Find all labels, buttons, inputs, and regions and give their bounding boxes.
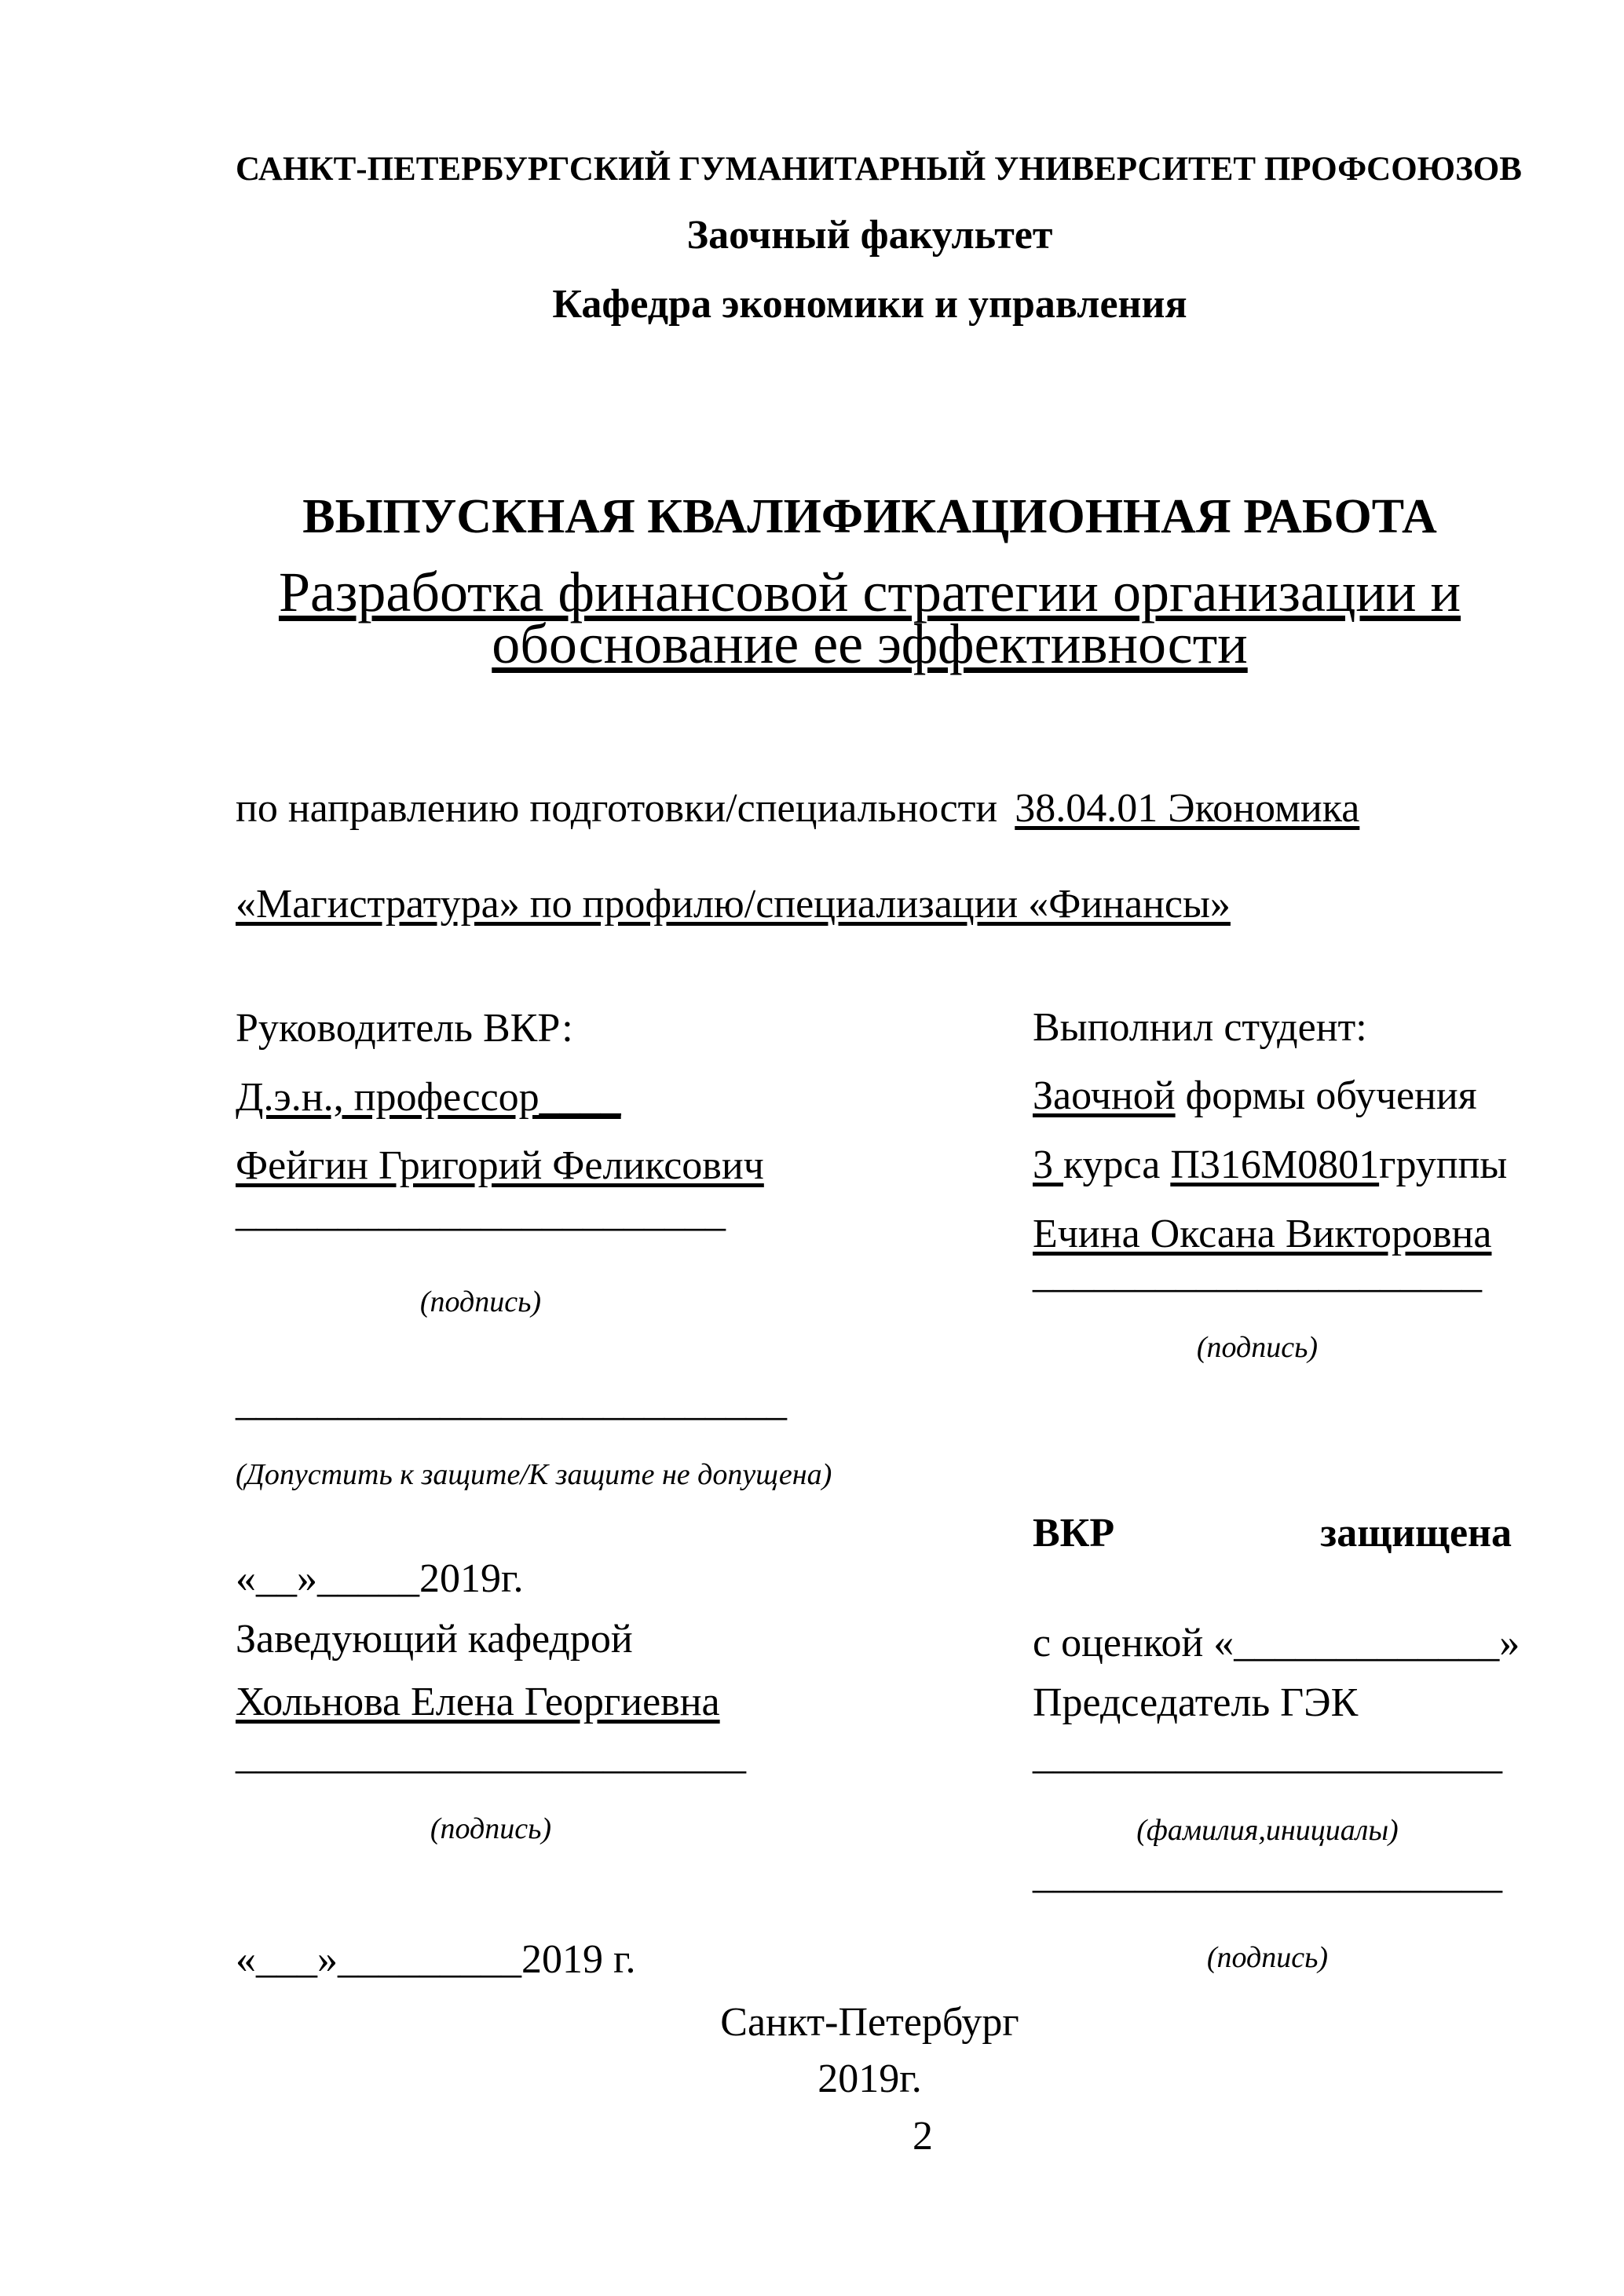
student-course-label: курса — [1063, 1143, 1171, 1187]
defense-status-line — [1033, 1513, 1512, 1554]
department-head-name: Хольнова Елена Георгиевна — [236, 1680, 720, 1724]
footer-city: Санкт-Петербург — [720, 2000, 1019, 2045]
defense-name-line: _______________________ — [1033, 1733, 1502, 1778]
admission-blank-line: ___________________________ — [236, 1380, 787, 1424]
defense-chairman-label: Председатель ГЭК — [1033, 1680, 1359, 1725]
thesis-title-line1: Разработка финансовой стратегии организации и — [278, 561, 1461, 623]
student-course-value: 3 — [1033, 1143, 1063, 1187]
specialty-direction-label: по направлению подготовки/специальности — [236, 786, 998, 831]
specialty-direction-value: 38.04.01 Экономика — [1015, 786, 1360, 831]
student-group-label: группы — [1379, 1143, 1508, 1187]
student-course-group-line — [1033, 1145, 1507, 1186]
student-group-value: П316М0801 — [1170, 1143, 1380, 1187]
advisor-signature-caption: (подпись) — [419, 1285, 542, 1318]
student-form-line — [1033, 1073, 1477, 1118]
specialty-program-line: «Магистратура» по профилю/специализации «Финансы» — [236, 882, 1231, 927]
defense-status-word2: защищена — [1320, 1511, 1512, 1556]
thesis-title-line2: обоснование ее эффективности — [492, 612, 1248, 675]
advisor-heading: Руководитель ВКР: — [236, 1006, 573, 1051]
advisor-degree: Д.э.н., профессор____ — [236, 1075, 621, 1120]
advisor-name: Фейгин Григорий Феликсович — [236, 1143, 764, 1188]
admission-signature-line: _________________________ — [236, 1733, 746, 1778]
student-form-value: Заочной — [1033, 1073, 1176, 1118]
specialty-direction-line — [236, 788, 1359, 829]
student-name: Ечина Оксана Викторовна — [1033, 1212, 1492, 1256]
admission-date-line2: «___»_________2019 г. — [236, 1937, 636, 1982]
student-signature-line: ______________________ — [1033, 1252, 1482, 1296]
page-number: 2 — [913, 2114, 933, 2159]
student-form-rest: формы обучения — [1175, 1073, 1477, 1118]
defense-status-word1: ВКР — [1033, 1511, 1115, 1556]
defense-grade-line: с оценкой «_____________» — [1033, 1621, 1520, 1665]
admission-caption: (Допустить к защите/К защите не допущена) — [236, 1458, 832, 1491]
university-name: САНКТ-ПЕТЕРБУРГСКИЙ ГУМАНИТАРНЫЙ УНИВЕРСИТЕТ ПРОФСОЮЗОВ — [236, 151, 1522, 188]
advisor-signature-line: ________________________ — [236, 1190, 726, 1235]
faculty-name: Заочный факультет — [686, 213, 1053, 258]
admission-signature-caption: (подпись) — [430, 1812, 552, 1845]
defense-name-caption: (фамилия,инициалы) — [1136, 1814, 1399, 1847]
footer-year: 2019г. — [817, 2057, 922, 2101]
admission-date-line: «__»_____2019г. — [236, 1556, 524, 1601]
work-type-heading: ВЫПУСКНАЯ КВАЛИФИКАЦИОННАЯ РАБОТА — [302, 490, 1437, 543]
student-signature-caption: (подпись) — [1196, 1331, 1319, 1364]
defense-signature-line: _______________________ — [1033, 1852, 1502, 1897]
student-heading: Выполнил студент: — [1033, 1005, 1367, 1050]
department-head-label: Заведующий кафедрой — [236, 1617, 633, 1662]
defense-signature-caption: (подпись) — [1206, 1941, 1329, 1974]
department-name: Кафедра экономики и управления — [552, 282, 1187, 327]
